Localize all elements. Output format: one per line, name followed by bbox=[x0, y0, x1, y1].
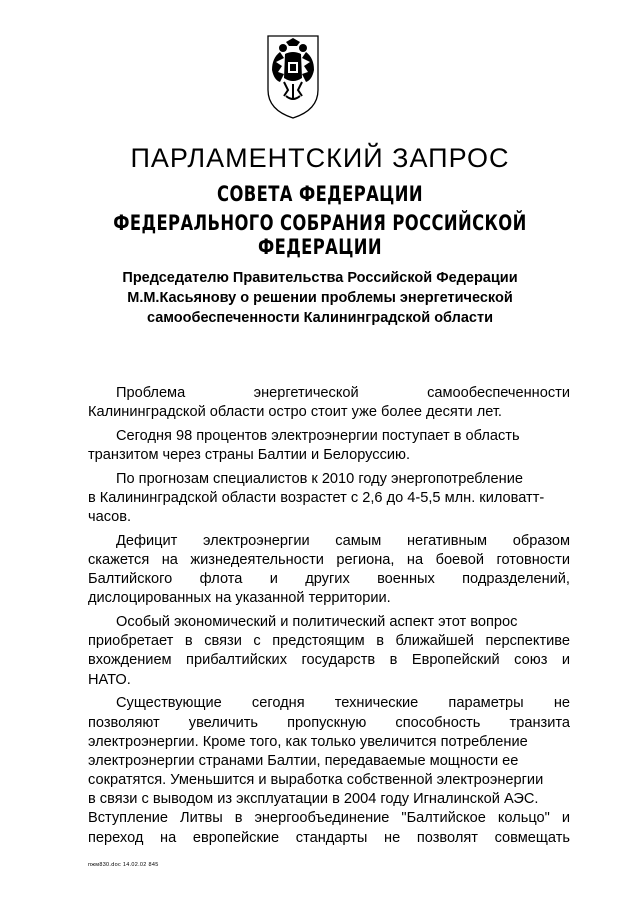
body-line: переход на европейские стандарты не позволят совмещать bbox=[88, 829, 570, 846]
body-line: Особый экономический и политический аспект этот вопрос bbox=[116, 614, 518, 631]
body-line: скажется на жизнедеятельности региона, на боевой готовности bbox=[88, 552, 570, 568]
body-line: Вступление Литвы в энергообъединение "Балтийское кольцо" и bbox=[88, 810, 570, 827]
body-line: Существующие сегодня технические параметры не bbox=[116, 695, 570, 712]
body-line: приобретает в связи с предстоящим в ближайшей перспективе bbox=[88, 633, 570, 650]
body-line: По прогнозам специалистов к 2010 году энергопотребление bbox=[116, 470, 523, 487]
body-line: в Калининградской области возрастет с 2,6 до 4-5,5 млн. киловатт- bbox=[88, 489, 545, 506]
body-line: дислоцированных на указанной территории. bbox=[88, 590, 391, 607]
body-line: электроэнергии. Кроме того, как только увеличится потребление bbox=[88, 733, 528, 750]
document-subtitle-federal-assembly: ФЕДЕРАЛЬНОГО СОБРАНИЯ РОССИЙСКОЙ ФЕДЕРАЦИИ bbox=[113, 211, 527, 259]
subject-line: Председателю Правительства Российской Федерации bbox=[122, 270, 518, 286]
body-line: часов. bbox=[88, 509, 132, 526]
body-line: НАТО. bbox=[88, 671, 131, 688]
body-line: Дефицит электроэнергии самым негативным образом bbox=[116, 532, 570, 549]
body-line: сократятся. Уменьшится и выработка собственной электроэнергии bbox=[88, 772, 544, 789]
document-subtitle-federation-council: СОВЕТА ФЕДЕРАЦИИ bbox=[217, 182, 423, 206]
body-line: в связи с выводом из эксплуатации в 2004 году Игналинской АЭС. bbox=[88, 791, 539, 808]
file-reference-footer: пжм830.doc 14.02.02 845 bbox=[88, 862, 159, 868]
body-line: Калининградской области остро стоит уже более десяти лет. bbox=[88, 404, 502, 421]
body-line: вхождением прибалтийских государств в Европейский союз и bbox=[88, 652, 570, 669]
body-line: электроэнергии странами Балтии, передаваемые мощности ее bbox=[88, 752, 519, 769]
subject-line: М.М.Касьянову о решении проблемы энергетической bbox=[127, 290, 513, 306]
body-line: Балтийского флота и других военных подразделений, bbox=[88, 571, 570, 588]
document-title: ПАРЛАМЕНТСКИЙ ЗАПРОС bbox=[130, 143, 510, 173]
coat-of-arms-icon bbox=[262, 28, 324, 123]
request-body bbox=[88, 384, 570, 848]
body-line: Проблема энергетической самообеспеченности bbox=[116, 385, 570, 401]
request-subject bbox=[70, 268, 570, 328]
subject-line: самообеспеченности Калининградской области bbox=[146, 310, 494, 326]
body-line: позволяют увеличить пропускную способность транзита bbox=[88, 714, 570, 731]
body-line: Сегодня 98 процентов электроэнергии поступает в область bbox=[116, 427, 520, 444]
body-line: транзитом через страны Балтии и Белоруссию. bbox=[88, 447, 411, 464]
